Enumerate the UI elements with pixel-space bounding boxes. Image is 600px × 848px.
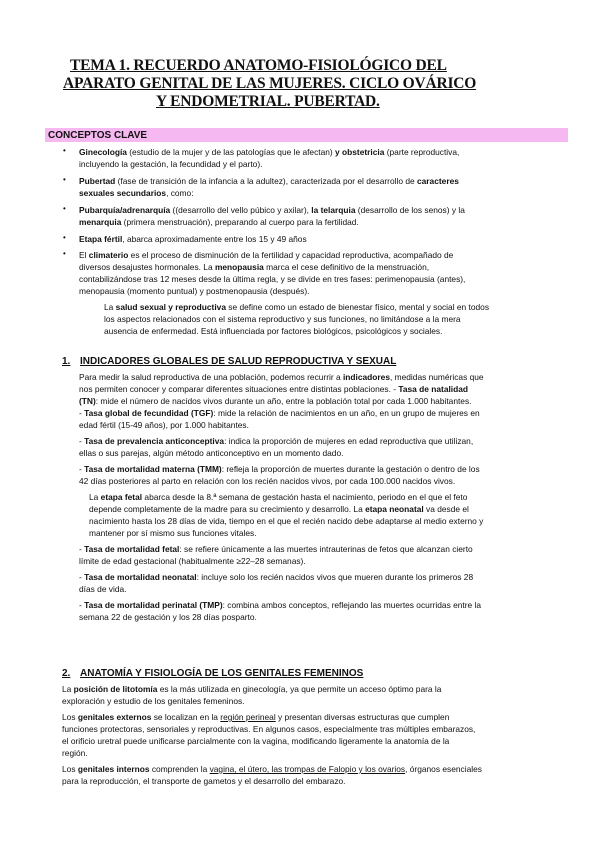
s1-line-14: - Tasa de mortalidad fetal: se refiere únicamente a las muertes intrauterinas de fetos que alcanzan cierto xyxy=(79,544,473,554)
bullet-1-line-1: Ginecología (estudio de la mujer y de las patologías que le afectan) y obstetricia (parte reproductiva, xyxy=(79,147,460,157)
s1-line-13: mantener por sí mismo sus funciones vitales. xyxy=(89,528,257,538)
s1-line-8: - Tasa de mortalidad materna (TMM): refleja la proporción de muertes durante la gestación o dentro de los xyxy=(79,464,480,474)
s1-line-15: límite de edad gestacional (habitualmente ≥22–28 semanas). xyxy=(79,556,306,566)
bullet-4: Etapa fértil, abarca aproximadamente entre los 15 y 49 años xyxy=(79,234,307,244)
s1-line-3: (TN): mide el número de nacidos vivos durante un año, entre la población total por cada 1.000 habitantes. xyxy=(79,396,472,406)
s2-line-8: para la reproducción, el transporte de gametos y el desarrollo del embarazo. xyxy=(62,776,346,786)
bullet-1-line-2: incluyendo la gestación, la fecundidad y el parto). xyxy=(79,159,263,169)
bullet-5-line-2: diversos desajustes hormonales. La menopausia marca el cese definitivo de la menstruación, xyxy=(79,262,430,272)
s1-line-1: Para medir la salud reproductiva de una población, podemos recurrir a indicadores, medidas numéricas que xyxy=(79,372,484,382)
s2-line-5: el orificio uretral puede unificarse parcialmente con la vagina, modificando ligeramente la anatomía de la xyxy=(62,736,450,746)
s1-line-7: ellas o sus parejas, algún método anticonceptivo en un momento dado. xyxy=(79,448,344,458)
s1-line-10: La etapa fetal abarca desde la 8.ª semana de gestación hasta el nacimiento, periodo en el que el feto xyxy=(89,492,468,502)
bullet-2-line-1: Pubertad (fase de transición de la infancia a la adultez), caracterizada por el desarrollo de caracteres xyxy=(79,176,459,186)
s1-line-11: depende completamente de la madre para su crecimiento y desarrollo. La etapa neonatal va desde el xyxy=(89,504,469,514)
s1-line-18: - Tasa de mortalidad perinatal (TMP): combina ambos conceptos, reflejando las muertes ocurridas entre la xyxy=(79,600,482,610)
s1-line-5: edad fértil (15-49 años), por 1.000 habitantes. xyxy=(79,420,249,430)
s1-line-17: días de vida. xyxy=(79,584,127,594)
s1-line-19: semana 22 de gestación y los 28 días posparto. xyxy=(79,612,257,622)
bullet-5-line-1: El climaterio es el proceso de disminución de la fertilidad y capacidad reproductiva, acompañado de xyxy=(79,250,454,260)
s1-line-6: - Tasa de prevalencia anticonceptiva: indica la proporción de mujeres en edad reproductiva que utilizan, xyxy=(79,436,474,446)
section-1-number: 1. xyxy=(62,356,71,367)
paragraph-salud-line-1: La salud sexual y reproductiva se define como un estado de bienestar físico, mental y social en todos xyxy=(104,302,490,312)
s2-line-1: La posición de litotomía es la más utilizada en ginecología, ya que permite un acceso óptimo para la xyxy=(62,684,442,694)
s1-line-16: - Tasa de mortalidad neonatal: incluye solo los recién nacidos vivos que mueren durante los primeros 28 xyxy=(79,572,474,582)
title-line-3: Y ENDOMETRIAL. PUBERTAD. xyxy=(156,93,380,110)
bullet: • xyxy=(63,249,66,258)
paragraph-salud-line-3: ausencia de enfermedad. Está influenciada por factores biológicos, psicológicos y sociales. xyxy=(104,326,443,336)
s2-line-2: exploración y estudio de los genitales femeninos. xyxy=(62,696,245,706)
section-2-number: 2. xyxy=(62,668,71,679)
bullet: • xyxy=(63,175,66,184)
paragraph-salud-line-2: los aspectos relacionados con el sistema reproductivo y sus funciones, no limitándose a la mera xyxy=(104,314,461,324)
s2-line-4: funciones protectoras, sensoriales y reproductivas. En algunos casos, especialmente tras múltiples embarazos, xyxy=(62,724,476,734)
s2-line-7: Los genitales internos comprenden la vagina, el útero, las trompas de Falopio y los ovarios, órganos esenciales xyxy=(62,764,482,774)
bullet-3-line-1: Pubarquía/adrenarquía ((desarrollo del vello púbico y axilar), la telarquia (desarrollo de los senos) y la xyxy=(79,205,465,215)
s2-line-3: Los genitales externos se localizan en la región perineal y presentan diversas estructuras que cumplen xyxy=(62,712,450,722)
bullet: • xyxy=(63,204,66,213)
s1-line-12: nacimiento hasta los 28 días de vida, tiempo en el que el recién nacido debe adaptarse al medio externo y xyxy=(89,516,484,526)
title-line-1: TEMA 1. RECUERDO ANATOMO-FISIOLÓGICO DEL xyxy=(70,57,447,74)
bullet-3-line-2: menarquia (primera menstruación), preparando al cuerpo para la fertilidad. xyxy=(79,217,359,227)
s2-line-6: región. xyxy=(62,748,88,758)
bullet: • xyxy=(63,233,66,242)
bullet-2-line-2: sexuales secundarios, como: xyxy=(79,188,194,198)
section-2-heading: ANATOMÍA Y FISIOLOGÍA DE LOS GENITALES FEMENINOS xyxy=(80,668,364,679)
bullet-5-line-4: menopausia (momento puntual) y postmenopausia (después). xyxy=(79,286,310,296)
s1-line-4: - Tasa global de fecundidad (TGF): mide la relación de nacimientos en un año, en un grupo de mujeres en xyxy=(79,408,480,418)
s1-line-9: 42 días posteriores al parto en relación con los recién nacidos vivos, por cada 100.000 nacidos vivos. xyxy=(79,476,456,486)
title-line-2: APARATO GENITAL DE LAS MUJERES. CICLO OVÁRICO xyxy=(63,75,477,92)
bullet: • xyxy=(63,146,66,155)
key-concepts-heading: CONCEPTOS CLAVE xyxy=(48,130,148,141)
bullet-5-line-3: contabilizándose tras 12 meses desde la última regla, y se divide en tres fases: perimenopausia (antes), xyxy=(79,274,466,284)
section-1-heading: INDICADORES GLOBALES DE SALUD REPRODUCTIVA Y SEXUAL xyxy=(80,356,397,367)
s1-line-2: nos permiten conocer y comparar diferentes situaciones entre distintas poblaciones. - Tasa de natalidad xyxy=(79,384,469,394)
